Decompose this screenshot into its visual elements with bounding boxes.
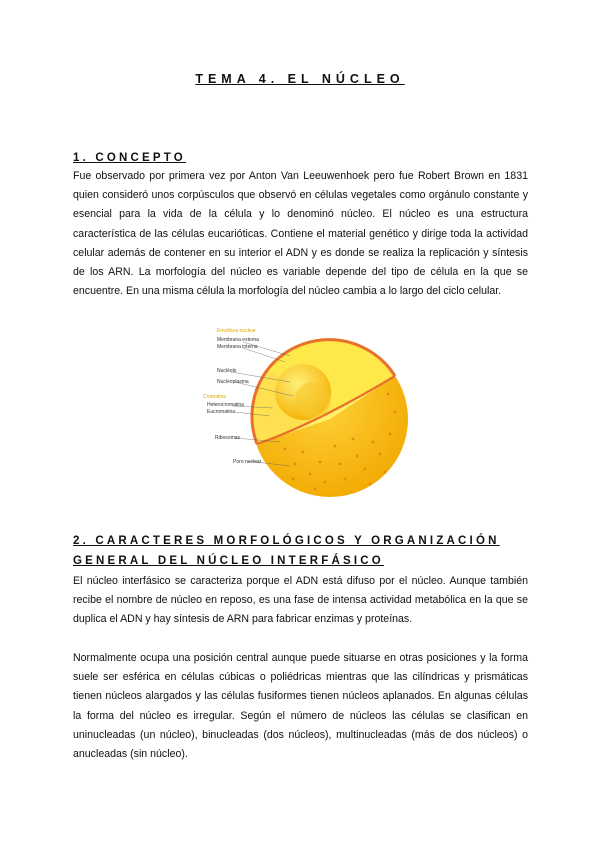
label-nucleolo: Nucléolo (217, 368, 237, 374)
label-membrana-externa: Membrana externa (217, 337, 259, 343)
label-membrana-interna: Membrana interna (217, 344, 258, 350)
label-eucromatina: Eucromatina (207, 409, 236, 415)
section-2-paragraph-2: Normalmente ocupa una posición central aunque puede situarse en otras posiciones y la forma suele ser esférica en células cúbicas o poliédricas mientras que las cilíndricas y prismáticas tienen núcleos alargados y las células fusiformes tienen núcleos aplanados. En algunas células la forma del núcleo es irregular. Según el número de núcleos las células se clasifican en uninucleadas (un núcleo), binucleadas (dos núcleos), multinucleadas (más de dos núcleos) o anucleadas (sin núcleo). (73, 652, 528, 761)
page-title: TEMA 4. EL NÚCLEO (195, 72, 405, 86)
label-heterocromatina: Heterocromatina (207, 402, 244, 408)
section-2-heading-line-1: 2. CARACTERES MORFOLÓGICOS Y ORGANIZACIÓN (73, 535, 500, 547)
label-envoltura: Envoltura nuclear (217, 328, 256, 334)
label-cromatina: Cromatina (203, 394, 227, 400)
section-2-paragraph-1: El núcleo interfásico se caracteriza porque el ADN está difuso por el núcleo. Aunque también recibe el nombre de núcleo en reposo, es una fase de intensa actividad metabólica en la que se duplica el ADN y hay síntesis de ARN para fabricar enzimas y proteínas. (73, 575, 528, 626)
label-poro-nuclear: Poro nuclear (233, 459, 262, 465)
section-2-heading-line-2: GENERAL DEL NÚCLEO INTERFÁSICO (73, 555, 384, 567)
section-1-heading: 1. CONCEPTO (73, 152, 186, 164)
section-1-paragraph: Fue observado por primera vez por Anton Van Leeuwenhoek pero fue Robert Brown en 1831 quien consideró unos corpúsculos que observó en células vegetales como orgánulo constante y esencial para la vida de la célula y lo denominó núcleo. El núcleo es una estructura característica de las células eucarióticas. Contiene el material genético y dirige toda la actividad celular además de contener en su interior el ADN y es donde se realiza la replicación y síntesis de los ARN. La morfología del núcleo es variable depende del tipo de célula en la que se encuentre. En una misma célula la morfología del núcleo cambia a lo largo del ciclo celular. (73, 170, 528, 298)
label-ribosomas: Ribosomas (215, 435, 241, 441)
nucleus-diagram (195, 324, 410, 499)
nucleus-illustration (195, 324, 410, 499)
label-nucleoplasma: Nucleoplasma (217, 379, 249, 385)
